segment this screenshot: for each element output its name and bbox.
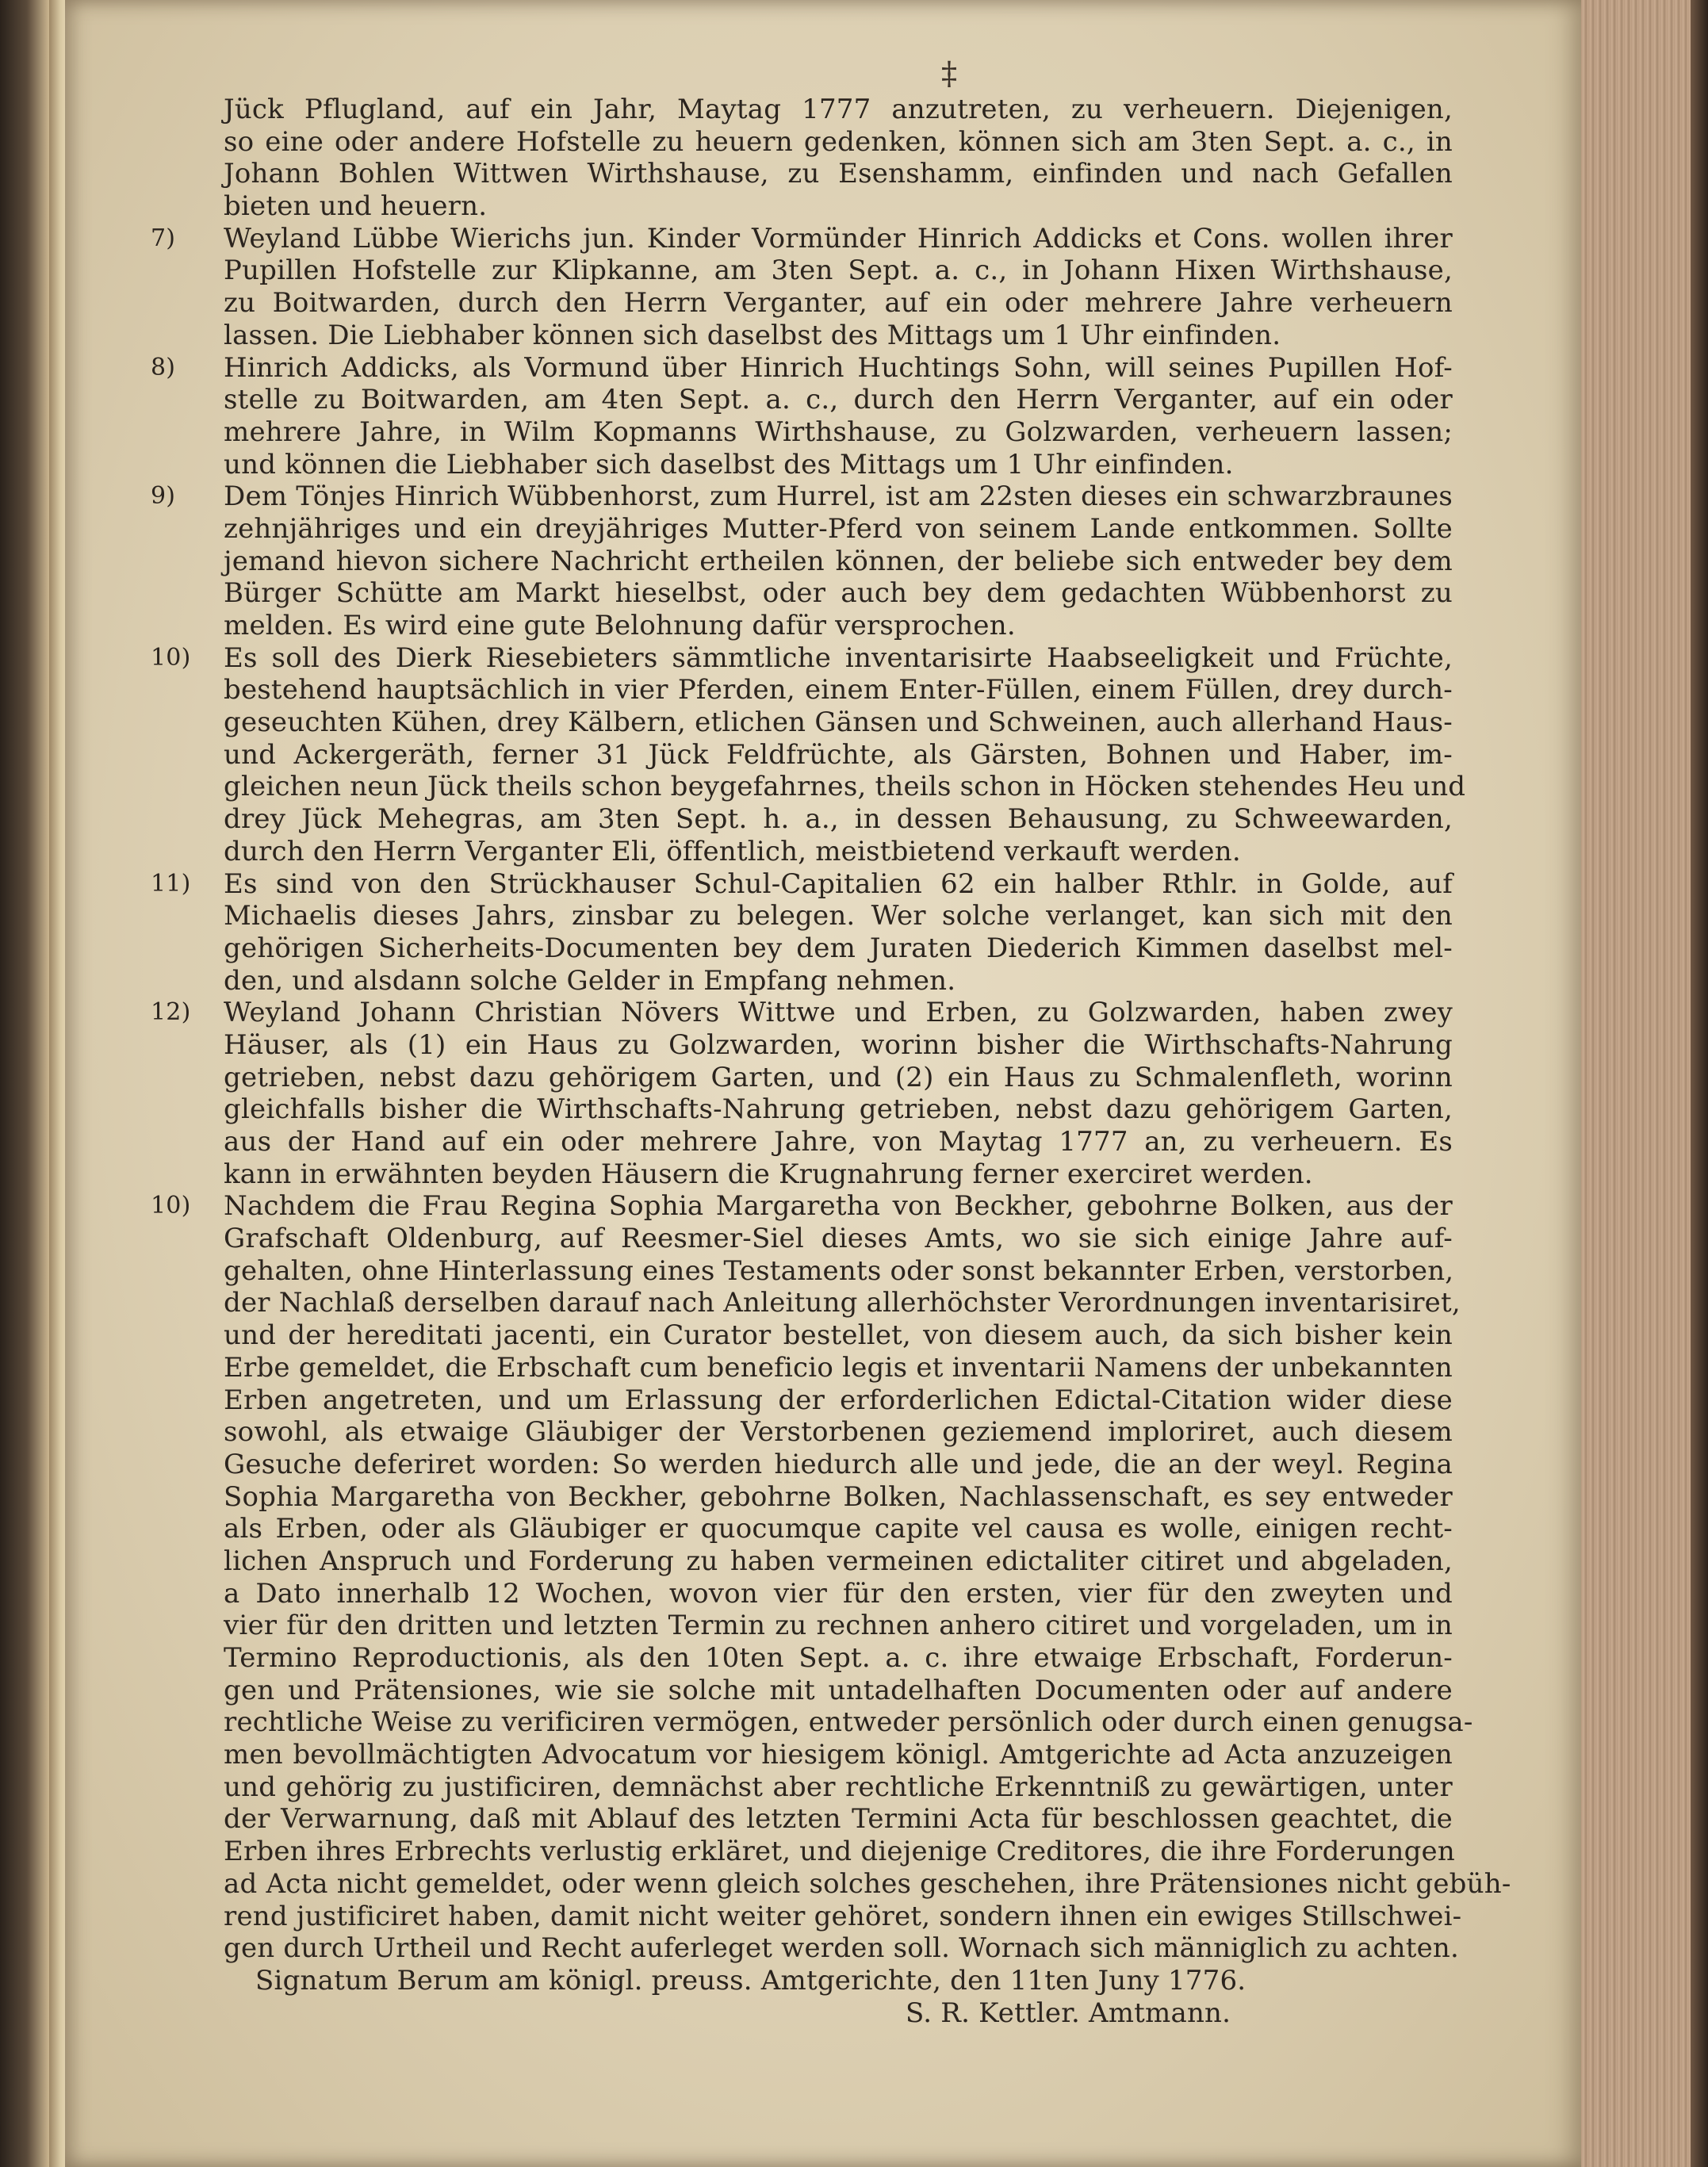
line-text: den, und alsdann solche Gelder in Empfang nehmen.	[224, 964, 956, 997]
line-text: Grafschaft Oldenburg, auf Reesmer-Siel dieses Amts, wo sie sich einige Jahre auf-	[224, 1223, 1453, 1255]
text-line	[224, 674, 1453, 706]
line-text: drey Jück Mehegras, am 3ten Sept. h. a., in dessen Behausung, zu Schweewarden,	[224, 803, 1453, 836]
line-text: zehnjähriges und ein dreyjähriges Mutter-Pferd von seinem Lande entkommen. Sollte	[224, 512, 1453, 545]
document-page	[65, 0, 1581, 2167]
text-line	[224, 1287, 1461, 1319]
line-text: Dem Tönjes Hinrich Wübbenhorst, zum Hurrel, ist am 22sten dieses ein schwarzbraunes	[224, 480, 1453, 513]
line-text: Es sind von den Strückhauser Schul-Capitalien 62 ein halber Rthlr. in Golde, auf	[224, 867, 1453, 900]
line-text: Termino Reproductionis, als den 10ten Sept. a. c. ihre etwaige Erbschaft, Forderun-	[224, 1642, 1453, 1674]
text-line	[224, 546, 1453, 578]
item-number: 12)	[151, 998, 191, 1027]
line-text: stelle zu Boitwarden, am 4ten Sept. a. c., durch den Herrn Verganter, auf ein oder	[224, 384, 1453, 416]
line-text: Weyland Johann Christian Növers Wittwe und Erben, zu Golzwarden, haben zwey	[224, 997, 1453, 1029]
line-text: melden. Es wird eine gute Belohnung dafür versprochen.	[224, 610, 1016, 641]
binding-edge	[0, 0, 49, 2167]
text-line	[224, 577, 1453, 610]
line-text: Pupillen Hofstelle zur Klipkanne, am 3ten Sept. a. c., in Johann Hixen Wirthshause,	[224, 255, 1453, 287]
line-text: gehörigen Sicherheits-Documenten bey dem Juraten Diederich Kimmen daselbst mel-	[224, 932, 1453, 964]
line-text: S. R. Kettler. Amtmann.	[906, 1997, 1231, 2029]
page-text	[151, 94, 1511, 2029]
text-line	[224, 836, 1453, 868]
line-text: rend justificiret haben, damit nicht weiter gehöret, sondern ihnen ein ewiges Stillschwei-	[224, 1900, 1462, 1932]
text-line	[151, 1190, 1453, 1223]
text-line	[151, 351, 1453, 385]
text-line	[224, 287, 1453, 320]
text-line	[224, 1675, 1453, 1707]
text-line	[224, 255, 1453, 287]
text-line	[224, 739, 1453, 771]
text-line	[224, 1610, 1453, 1642]
line-text: sowohl, als etwaige Gläubiger der Verstorbenen geziemend imploriret, auch diesem	[224, 1416, 1453, 1449]
line-text: der Nachlaß derselben darauf nach Anleitung allerhöchster Verordnungen inventarisiret,	[224, 1287, 1461, 1319]
line-text: Erben ihres Erbrechts verlustig erkläret, und diejenige Creditores, die ihre Forderungen	[224, 1836, 1455, 1868]
page-stack-edges	[1581, 0, 1708, 2167]
line-text: so eine oder andere Hofstelle zu heuern gedenken, können sich am 3ten Sept. a. c., in	[224, 125, 1453, 158]
line-text: als Erben, oder als Gläubiger er quocumque capite vel causa es wolle, einigen recht-	[224, 1513, 1453, 1545]
text-line	[224, 1771, 1453, 1804]
line-text: geseuchten Kühen, drey Kälbern, etlichen Gänsen und Schweinen, auch allerhand Haus-	[224, 706, 1453, 739]
line-text: Michaelis dieses Jahrs, zinsbar zu belegen. Wer solche verlanget, kan sich mit den	[224, 900, 1453, 932]
line-text: Erben angetreten, und um Erlassung der erforderlichen Edictal-Citation wider diese	[224, 1384, 1453, 1416]
text-line	[224, 1319, 1453, 1352]
text-line	[224, 1739, 1453, 1771]
line-text: Weyland Lübbe Wierichs jun. Kinder Vormünder Hinrich Addicks et Cons. wollen ihrer	[224, 222, 1453, 255]
text-line	[224, 706, 1453, 739]
line-text: Erbe gemeldet, die Erbschaft cum beneficio legis et inventarii Namens der unbekannten	[224, 1351, 1453, 1384]
text-line	[151, 641, 1453, 675]
line-text: rechtliche Weise zu verificiren vermögen, entweder persönlich oder durch einen genugsa-	[224, 1706, 1473, 1739]
line-text: Sophia Margaretha von Beckher, gebohrne Bolken, Nachlassenschaft, es sey entweder	[224, 1480, 1453, 1513]
line-text: gen und Prätensiones, wie sie solche mit untadelhaften Documenten oder auf andere	[224, 1674, 1453, 1706]
line-text: getrieben, nebst dazu gehörigem Garten, und (2) ein Haus zu Schmalenfleth, worinn	[224, 1061, 1453, 1093]
line-text: und der hereditati jacenti, ein Curator bestellet, von diesem auch, da sich bisher kein	[224, 1319, 1453, 1352]
item-number: 11)	[151, 869, 191, 898]
text-line	[224, 1803, 1453, 1836]
text-line	[224, 1384, 1453, 1417]
item-number: 8)	[151, 353, 176, 381]
text-line	[224, 513, 1453, 546]
line-text: Bürger Schütte am Markt hieselbst, oder auch bey dem gedachten Wübbenhorst zu	[224, 577, 1453, 610]
text-line	[224, 1223, 1453, 1255]
page-top-mark: ‡	[941, 56, 957, 92]
line-text: gleichfalls bisher die Wirthschafts-Nahrung getrieben, nebst dazu gehörigem Garten,	[224, 1093, 1453, 1126]
text-line	[224, 1545, 1453, 1578]
text-line	[224, 1093, 1453, 1126]
page-gutter	[49, 0, 65, 2167]
line-text: Gesuche deferiret worden: So werden hiedurch alle und jede, die an der weyl. Regina	[224, 1448, 1453, 1480]
line-text: bestehend hauptsächlich in vier Pferden, einem Enter-Füllen, einem Füllen, drey durch-	[224, 674, 1453, 706]
line-text: jemand hievon sichere Nachricht ertheilen können, der beliebe sich entweder bey dem	[224, 545, 1453, 577]
item-number: 7)	[151, 224, 176, 252]
line-text: aus der Hand auf ein oder mehrere Jahre, von Maytag 1777 an, zu verheuern. Es	[224, 1126, 1453, 1158]
line-text: gehalten, ohne Hinterlassung eines Testaments oder sonst bekannter Erben, verstorben,	[224, 1254, 1454, 1287]
line-text: Jück Pflugland, auf ein Jahr, Maytag 1777 anzutreten, zu verheuern. Diejenigen,	[224, 94, 1453, 125]
text-line	[151, 222, 1453, 255]
text-line	[224, 1706, 1473, 1739]
line-text: vier für den dritten und letzten Termin zu rechnen anhero citiret und vorgeladen, um in	[224, 1610, 1453, 1642]
text-line	[224, 1932, 1460, 1965]
line-text: Nachdem die Frau Regina Sophia Margaretha von Beckher, gebohrne Bolken, aus der	[224, 1190, 1453, 1223]
text-line	[224, 94, 1453, 126]
text-line	[224, 449, 1453, 481]
line-text: gleichen neun Jück theils schon beygefahrnes, theils schon in Höcken stehendes Heu und	[224, 771, 1466, 803]
text-line	[224, 1900, 1462, 1933]
text-line	[224, 803, 1453, 836]
item-number: 10)	[151, 643, 191, 672]
text-line	[224, 1352, 1453, 1384]
text-line	[151, 997, 1453, 1029]
line-text: und gehörig zu justificiren, demnächst aber rechtliche Erkenntniß zu gewärtigen, unter	[224, 1771, 1453, 1803]
signature-line	[224, 1997, 1453, 2030]
item-number: 9)	[151, 482, 176, 511]
line-text: durch den Herrn Verganter Eli, öffentlich, meistbietend verkauft werden.	[224, 835, 1241, 867]
line-text: Es soll des Dierk Riesebieters sämmtliche inventarisirte Haabseeligkeit und Früchte,	[224, 641, 1453, 674]
text-line	[224, 771, 1466, 803]
line-text: kann in erwähnten beyden Häusern die Krugnahrung ferner exerciret werden.	[224, 1158, 1313, 1190]
text-line	[224, 1513, 1453, 1545]
line-text: bieten und heuern.	[224, 190, 488, 223]
text-line	[224, 416, 1453, 449]
text-line	[151, 867, 1453, 901]
text-line	[224, 932, 1453, 965]
text-line	[224, 1029, 1453, 1062]
line-text: Häuser, als (1) ein Haus zu Golzwarden, worinn bisher die Wirthschafts-Nahrung	[224, 1028, 1453, 1061]
text-line	[224, 158, 1453, 190]
text-line	[224, 1126, 1453, 1158]
text-line	[224, 190, 1453, 223]
line-text: gen durch Urtheil und Recht auferleget werden soll. Wornach sich männiglich zu achten.	[224, 1932, 1460, 1965]
text-line	[224, 1578, 1453, 1610]
item-number: 10)	[151, 1192, 191, 1220]
text-line	[224, 1062, 1453, 1094]
text-line	[224, 320, 1453, 352]
text-line	[224, 384, 1453, 416]
text-line	[224, 1449, 1453, 1481]
text-line	[224, 1255, 1453, 1288]
text-line	[224, 1642, 1453, 1675]
text-line	[224, 610, 1453, 642]
signature-line	[224, 1965, 1453, 1997]
line-text: a Dato innerhalb 12 Wochen, wovon vier für den ersten, vier für den zweyten und	[224, 1577, 1453, 1610]
text-line	[224, 1416, 1453, 1449]
line-text: Johann Bohlen Wittwen Wirthshause, zu Esenshamm, einfinden und nach Gefallen	[224, 158, 1453, 190]
line-text: Signatum Berum am königl. preuss. Amtgerichte, den 11ten Juny 1776.	[255, 1964, 1247, 1997]
line-text: der Verwarnung, daß mit Ablauf des letzten Termini Acta für beschlossen geachtet, die	[224, 1803, 1453, 1836]
line-text: und können die Liebhaber sich daselbst des Mittags um 1 Uhr einfinden.	[224, 448, 1234, 480]
text-line	[224, 1836, 1453, 1868]
text-line	[224, 965, 1453, 997]
text-line	[224, 1867, 1511, 1901]
line-text: ad Acta nicht gemeldet, oder wenn gleich solches geschehen, ihre Prätensiones nicht gebüh-	[224, 1867, 1511, 1900]
text-line	[151, 480, 1453, 513]
page-stack-shadow	[1691, 0, 1708, 2167]
text-line	[224, 1481, 1453, 1514]
text-line	[224, 900, 1453, 932]
line-text: Hinrich Addicks, als Vormund über Hinrich Huchtings Sohn, will seines Pupillen Hof-	[224, 351, 1453, 384]
line-text: und Ackergeräth, ferner 31 Jück Feldfrüchte, als Gärsten, Bohnen und Haber, im-	[224, 738, 1453, 771]
text-line	[224, 126, 1453, 159]
line-text: lichen Anspruch und Forderung zu haben vermeinen edictaliter citiret und abgeladen,	[224, 1545, 1453, 1577]
text-line	[224, 1158, 1453, 1191]
line-text: mehrere Jahre, in Wilm Kopmanns Wirthshause, zu Golzwarden, verheuern lassen;	[224, 415, 1453, 448]
line-text: lassen. Die Liebhaber können sich daselbst des Mittags um 1 Uhr einfinden.	[224, 319, 1281, 351]
line-text: zu Boitwarden, durch den Herrn Verganter, auf ein oder mehrere Jahre verheuern	[224, 287, 1453, 320]
line-text: men bevollmächtigten Advocatum vor hiesigem königl. Amtgerichte ad Acta anzuzeigen	[224, 1739, 1453, 1771]
